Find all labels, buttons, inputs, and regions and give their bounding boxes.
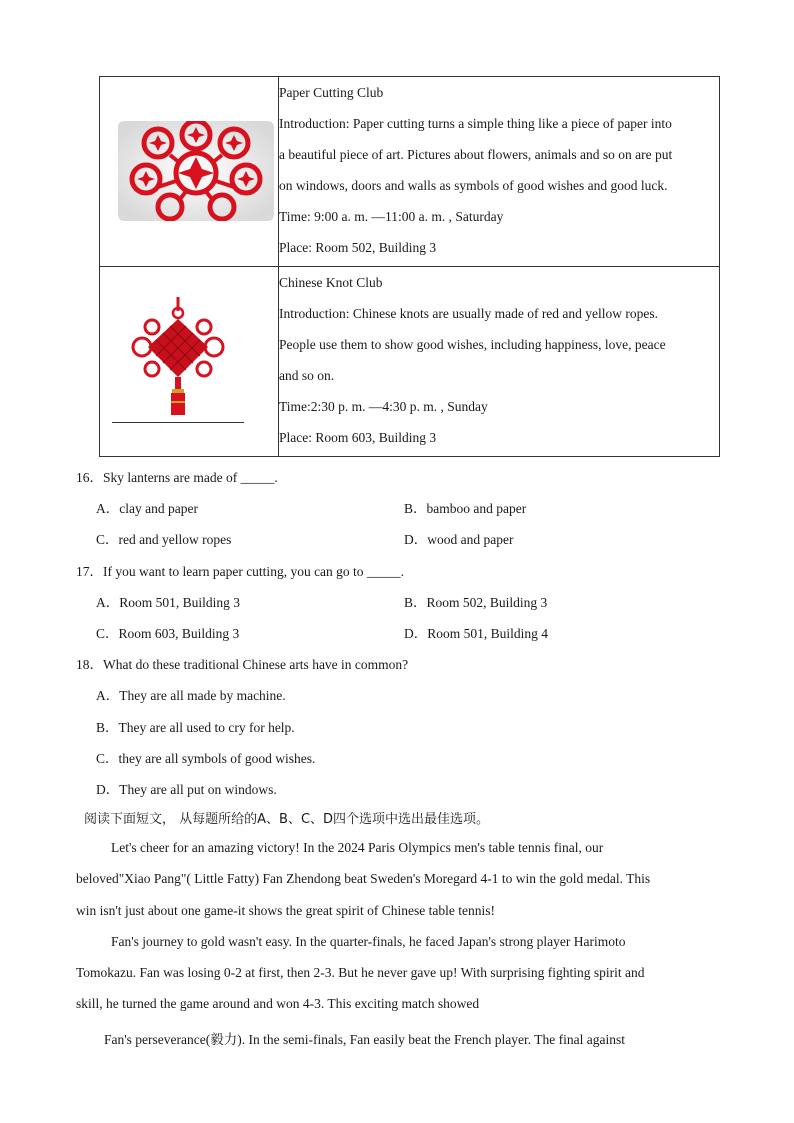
clubs-table	[99, 76, 720, 457]
passage-line: Let's cheer for an amazing victory! In the 2024 Paris Olympics men's table tennis final, our	[111, 840, 604, 855]
question-18: 18．What do these traditional Chinese arts have in common?	[76, 657, 409, 672]
passage-line: beloved"Xiao Pang"( Little Fatty) Fan Zhendong beat Sweden's Moregard 4-1 to win the gold medal. This	[76, 871, 651, 886]
option-18-d[interactable]: D．They are all put on windows.	[96, 782, 277, 797]
club-intro-line: and so on.	[279, 368, 335, 383]
section-instruction: 阅读下面短文， 从每题所给的A、B、C、D四个选项中选出最佳选项。	[84, 812, 490, 827]
option-16-b[interactable]: B．bamboo and paper	[404, 501, 527, 516]
club-info-cell	[279, 77, 720, 267]
option-18-c[interactable]: C．they are all symbols of good wishes.	[96, 751, 316, 766]
question-17: 17．If you want to learn paper cutting, you can go to _____.	[76, 564, 405, 579]
club-time: Time:2:30 p. m. —4:30 p. m. , Sunday	[279, 399, 488, 414]
club-intro-line: Introduction: Paper cutting turns a simple thing like a piece of paper into	[279, 116, 672, 131]
option-17-b[interactable]: B．Room 502, Building 3	[404, 595, 548, 610]
passage-line: Fan's journey to gold wasn't easy. In the quarter-finals, he faced Japan's strong player Harimoto	[111, 934, 626, 949]
passage-line: win isn't just about one game-it shows the great spirit of Chinese table tennis!	[76, 903, 495, 918]
option-16-d[interactable]: D．wood and paper	[404, 532, 514, 547]
club-info-cell	[279, 267, 720, 457]
image-underline	[112, 422, 244, 423]
club-intro-line: on windows, doors and walls as symbols of good wishes and good luck.	[279, 178, 668, 193]
club-intro-line: People use them to show good wishes, including happiness, love, peace	[279, 337, 666, 352]
club-intro-line: Introduction: Chinese knots are usually made of red and yellow ropes.	[279, 306, 659, 321]
club-image-cell	[100, 267, 279, 457]
option-18-b[interactable]: B．They are all used to cry for help.	[96, 720, 295, 735]
chinese-knot-icon	[122, 297, 234, 425]
option-16-a[interactable]: A．clay and paper	[96, 501, 198, 516]
club-intro-line: a beautiful piece of art. Pictures about flowers, animals and so on are put	[279, 147, 673, 162]
option-17-c[interactable]: C．Room 603, Building 3	[96, 626, 240, 641]
option-18-a[interactable]: A．They are all made by machine.	[96, 688, 286, 703]
passage-line: skill, he turned the game around and won 4-3. This exciting match showed	[76, 996, 480, 1011]
club-row-chinese-knot	[100, 267, 720, 457]
option-17-a[interactable]: A．Room 501, Building 3	[96, 595, 241, 610]
paper-cutting-icon	[118, 121, 274, 221]
option-16-c[interactable]: C．red and yellow ropes	[96, 532, 232, 547]
club-row-paper-cutting	[100, 77, 720, 267]
question-16: 16．Sky lanterns are made of _____.	[76, 470, 278, 485]
club-name: Paper Cutting Club	[279, 85, 384, 100]
club-image-cell	[100, 77, 279, 267]
passage-line: Fan's perseverance(毅力). In the semi-finals, Fan easily beat the French player. The final against	[104, 1032, 626, 1047]
club-time: Time: 9:00 a. m. —11:00 a. m. , Saturday	[279, 209, 504, 224]
option-17-d[interactable]: D．Room 501, Building 4	[404, 626, 549, 641]
club-name: Chinese Knot Club	[279, 275, 383, 290]
passage-line: Tomokazu. Fan was losing 0-2 at first, then 2-3. But he never gave up! With surprising fighting spirit and	[76, 965, 645, 980]
club-place: Place: Room 603, Building 3	[279, 430, 437, 445]
club-place: Place: Room 502, Building 3	[279, 240, 437, 255]
